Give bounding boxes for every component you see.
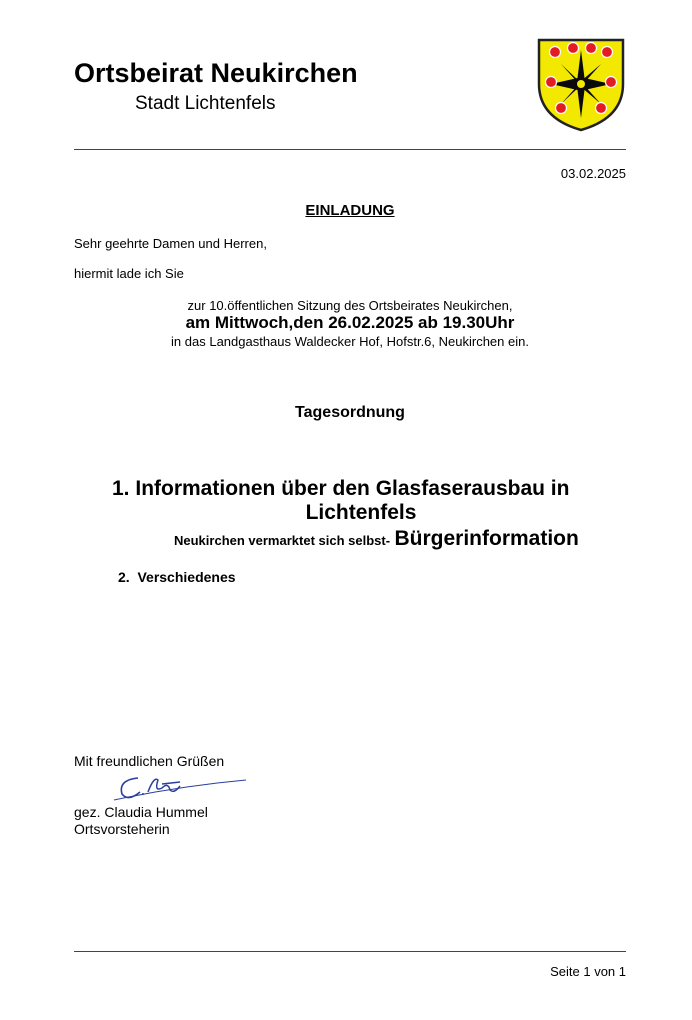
coat-of-arms-icon <box>533 32 629 132</box>
agenda-item-2 <box>118 569 236 585</box>
letter-heading: EINLADUNG <box>305 202 395 219</box>
agenda-item-1-text: Informationen über den Glasfaserausbau in <box>135 477 570 500</box>
closing-greeting: Mit freundlichen Grüßen <box>74 753 225 769</box>
signer-name: gez. Claudia Hummel <box>74 804 208 820</box>
meeting-date-time: am Mittwoch,den 26.02.2025 ab 19.30Uhr <box>185 313 515 332</box>
salutation: Sehr geehrte Damen und Herren, <box>74 236 267 251</box>
page-number: Seite 1 von 1 <box>550 964 626 979</box>
agenda-item-1-continuation: Lichtenfels <box>305 501 417 524</box>
header-divider <box>74 149 626 150</box>
agenda-item-1-sub-small: Neukirchen vermarktet sich selbst- <box>174 533 391 548</box>
agenda-item-1-subtitle <box>174 527 579 551</box>
letter-date: 03.02.2025 <box>560 166 626 181</box>
meeting-line-1: zur 10.öffentlichen Sitzung des Ortsbeirates Neukirchen, <box>187 298 513 313</box>
agenda-item-2-number: 2. <box>118 569 130 585</box>
signer-role: Ortsvorsteherin <box>74 821 170 837</box>
signature-image <box>110 770 250 806</box>
agenda-title: Tagesordnung <box>295 404 405 421</box>
agenda-item-1-number: 1. <box>112 477 130 500</box>
agenda-item-1 <box>112 477 569 501</box>
agenda-item-2-text: Verschiedenes <box>137 569 236 585</box>
intro-text: hiermit lade ich Sie <box>74 266 184 281</box>
agenda-item-1-sub-large: Bürgerinformation <box>394 527 579 550</box>
org-subtitle: Stadt Lichtenfels <box>135 93 276 114</box>
footer-divider <box>74 951 626 952</box>
meeting-location: in das Landgasthaus Waldecker Hof, Hofstr.6, Neukirchen ein. <box>171 334 529 349</box>
org-title: Ortsbeirat Neukirchen <box>74 58 358 88</box>
